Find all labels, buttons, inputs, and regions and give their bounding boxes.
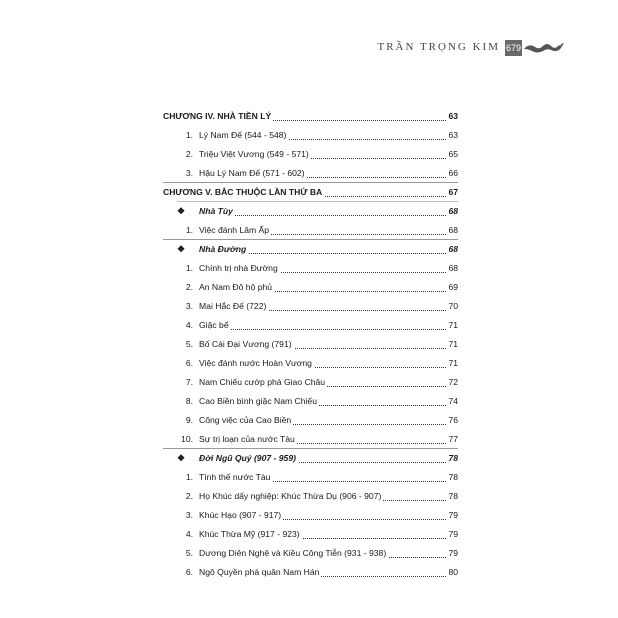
toc-entry-page: 63	[446, 126, 458, 145]
toc-item-number: 1.	[185, 263, 193, 273]
toc-item-number: 7.	[185, 377, 193, 387]
toc-entry-page: 63	[446, 107, 458, 126]
toc-section-row	[163, 240, 458, 259]
toc-entry-title: CHƯƠNG IV. NHÀ TIỀN LÝ	[163, 107, 273, 126]
toc-entry-title: Nhà Tùy	[199, 202, 235, 221]
toc-entry-title: Tình thế nước Tàu	[199, 468, 272, 487]
toc-item-number: 1.	[185, 225, 193, 235]
page-header	[0, 38, 618, 60]
toc-entry-title: An Nam Đô hộ phủ	[199, 278, 274, 297]
toc-item-number: 2.	[185, 282, 193, 292]
toc-entry-page: 71	[446, 316, 458, 335]
toc-entry-page: 69	[446, 278, 458, 297]
toc-entry-title: Việc đánh Lâm Ấp	[199, 221, 271, 240]
toc-entry-page: 79	[446, 506, 458, 525]
toc-entry-page: 70	[446, 297, 458, 316]
toc-item-row	[163, 221, 458, 240]
toc-section-row	[163, 449, 458, 468]
toc-item-row	[163, 487, 458, 506]
running-header-author: TRẦN TRỌNG KIM	[377, 41, 500, 53]
toc-chapter-row	[163, 183, 458, 202]
toc-item-row	[163, 335, 458, 354]
toc-entry-page: 65	[446, 145, 458, 164]
toc-item-row	[163, 411, 458, 430]
toc-item-number: 5.	[185, 548, 193, 558]
toc-entry-title: Giặc bể	[199, 316, 231, 335]
dragon-ornament-icon	[523, 41, 565, 60]
toc-item-number: 3.	[185, 301, 193, 311]
diamond-bullet-icon: ❖	[177, 244, 186, 254]
toc-item-row	[163, 145, 458, 164]
toc-item-row	[163, 354, 458, 373]
toc-entry-title: Lý Nam Đế (544 - 548)	[199, 126, 288, 145]
toc-item-number: 9.	[185, 415, 193, 425]
toc-entry-page: 78	[446, 487, 458, 506]
toc-item-row	[163, 297, 458, 316]
toc-entry-title: Bố Cái Đại Vương (791)	[199, 335, 294, 354]
toc-entry-title: Mai Hắc Đế (722)	[199, 297, 268, 316]
toc-item-number: 3.	[185, 510, 193, 520]
toc-entry-page: 68	[446, 221, 458, 240]
toc-entry-page: 74	[446, 392, 458, 411]
toc-entry-page: 68	[446, 202, 458, 221]
toc-entry-title: Sự trị loạn của nước Tàu	[199, 430, 297, 449]
toc-item-number: 6.	[185, 358, 193, 368]
toc-entry-title: Hậu Lý Nam Đế (571 - 602)	[199, 164, 307, 183]
toc-entry-title: Nhà Đường	[199, 240, 248, 259]
toc-chapter-row	[163, 107, 458, 126]
toc-item-row	[163, 373, 458, 392]
toc-section-row	[163, 202, 458, 221]
toc-item-number: 3.	[185, 168, 193, 178]
toc-entry-title: CHƯƠNG V. BẮC THUỘC LẦN THỨ BA	[163, 183, 324, 202]
toc-item-row	[163, 392, 458, 411]
toc-entry-page: 79	[446, 544, 458, 563]
toc-entry-page: 68	[446, 240, 458, 259]
toc-entry-title: Ngô Quyền phá quân Nam Hán	[199, 563, 321, 582]
toc-item-row	[163, 316, 458, 335]
toc-item-row	[163, 525, 458, 544]
toc-item-number: 6.	[185, 567, 193, 577]
toc-entry-page: 76	[446, 411, 458, 430]
toc-entry-title: Đời Ngũ Quý (907 - 959)	[199, 449, 298, 468]
toc-entry-page: 67	[446, 183, 458, 202]
toc-item-row	[163, 164, 458, 183]
toc-entry-page: 71	[446, 335, 458, 354]
toc-item-number: 4.	[185, 529, 193, 539]
toc-item-row	[163, 544, 458, 563]
toc-item-row	[163, 126, 458, 145]
header-page-number: 679	[505, 40, 522, 56]
toc-entry-title: Nam Chiếu cướp phá Giao Châu	[199, 373, 327, 392]
toc-item-row	[163, 259, 458, 278]
toc-item-row	[163, 506, 458, 525]
table-of-contents	[163, 107, 458, 582]
toc-item-number: 2.	[185, 491, 193, 501]
toc-entry-page: 80	[446, 563, 458, 582]
toc-entry-title: Cao Biền bình giặc Nam Chiếu	[199, 392, 319, 411]
toc-entry-page: 66	[446, 164, 458, 183]
toc-entry-title: Dương Diên Nghệ và Kiều Công Tiễn (931 - 938)	[199, 544, 388, 563]
toc-item-number: 2.	[185, 149, 193, 159]
toc-entry-title: Khúc Thừa Mỹ (917 - 923)	[199, 525, 302, 544]
toc-entry-title: Triệu Việt Vương (549 - 571)	[199, 145, 311, 164]
toc-item-row	[163, 278, 458, 297]
toc-entry-page: 79	[446, 525, 458, 544]
toc-entry-title: Khúc Hạo (907 - 917)	[199, 506, 283, 525]
toc-item-number: 4.	[185, 320, 193, 330]
toc-entry-title: Chính trị nhà Đường	[199, 259, 280, 278]
toc-entry-title: Việc đánh nước Hoàn Vương	[199, 354, 314, 373]
leader-dots	[199, 215, 458, 216]
toc-entry-page: 72	[446, 373, 458, 392]
toc-item-number: 8.	[185, 396, 193, 406]
toc-entry-title: Công việc của Cao Biền	[199, 411, 293, 430]
toc-entry-title: Họ Khúc dấy nghiệp: Khúc Thừa Dụ (906 - 907)	[199, 487, 383, 506]
toc-item-row	[163, 468, 458, 487]
toc-item-number: 1.	[185, 472, 193, 482]
toc-entry-page: 78	[446, 449, 458, 468]
diamond-bullet-icon: ❖	[177, 206, 186, 216]
toc-entry-page: 78	[446, 468, 458, 487]
toc-item-number: 10.	[181, 434, 193, 444]
diamond-bullet-icon: ❖	[177, 453, 186, 463]
toc-entry-page: 68	[446, 259, 458, 278]
toc-entry-page: 77	[446, 430, 458, 449]
toc-entry-page: 71	[446, 354, 458, 373]
toc-item-row	[163, 563, 458, 582]
toc-item-number: 1.	[185, 130, 193, 140]
leader-dots	[199, 329, 458, 330]
toc-item-number: 5.	[185, 339, 193, 349]
toc-item-row	[163, 430, 458, 449]
